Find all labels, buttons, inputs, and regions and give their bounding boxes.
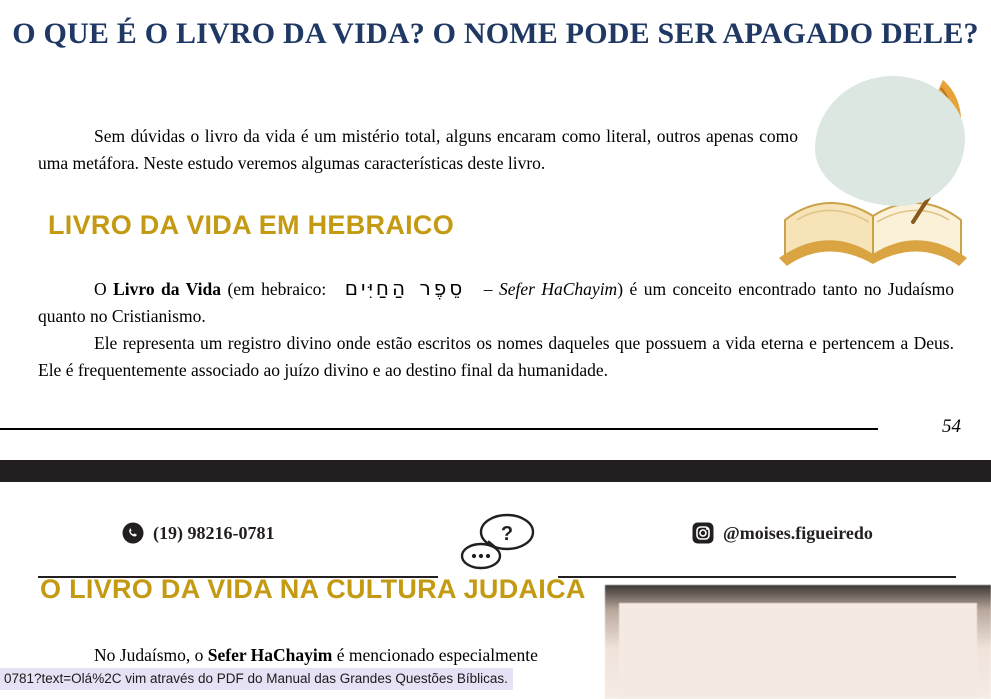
paragraph-judaismo: [38, 642, 598, 669]
open-book-with-quill-illustration: [773, 70, 983, 270]
paragraph-registro-divino: Ele representa um registro divino onde estão escritos os nomes daqueles que possuem a vida eterna e pertencem a Deus. Ele é frequentemente associado ao juízo divino e ao destino final da humanidade.: [38, 333, 954, 380]
intro-paragraph: Sem dúvidas o livro da vida é um mistério total, alguns encaram como literal, outros apenas como uma metáfora. Neste estudo veremos algumas características deste livro.: [38, 126, 798, 173]
instagram-icon: [692, 522, 714, 544]
document-page-two: [0, 482, 991, 699]
speech-bubbles-question-logo: [455, 511, 541, 573]
contact-instagram-label: @moises.figueiredo: [723, 522, 873, 543]
para1-mid: (em hebraico:: [221, 279, 333, 299]
svg-text:?: ?: [500, 523, 514, 545]
hebrew-text: סֵפֶר הַחַיִּים: [344, 276, 466, 300]
contact-phone[interactable]: [122, 522, 274, 544]
contact-rule-right: [558, 576, 956, 578]
footer-rule: [0, 428, 878, 430]
para2-lead: No Judaísmo, o: [94, 645, 208, 665]
page-number: 54: [942, 416, 961, 437]
blurred-photo-placeholder: [605, 585, 991, 699]
para1-tail: ) é um conceito encontrado tanto no Judaísmo quanto no Cristianismo.: [38, 279, 954, 326]
body-text-block: [38, 275, 954, 384]
page-title: O QUE É O LIVRO DA VIDA? O NOME PODE SER APAGADO DELE?: [12, 17, 979, 50]
para1-bold-term: Livro da Vida: [113, 279, 222, 299]
para2-tail: é mencionado especialmente: [332, 645, 538, 665]
paragraph-livro-da-vida: [38, 275, 954, 330]
para1-italic-term: Sefer HaChayim: [498, 279, 618, 299]
contact-instagram[interactable]: [692, 522, 873, 544]
para2-bold-term: Sefer HaChayim: [207, 645, 333, 665]
section-heading-cultura-judaica: O LIVRO DA VIDA NA CULTURA JUDAICA: [40, 574, 586, 604]
page-separator-band: [0, 460, 991, 482]
link-status-tooltip: 0781?text=Olá%2C vim através do PDF do Manual das Grandes Questões Bíblicas.: [0, 668, 513, 690]
whatsapp-icon: [122, 522, 144, 544]
speech-bubbles-svg: [455, 511, 541, 573]
photo-inner-area: [619, 603, 977, 699]
contact-header: [0, 510, 991, 572]
para1-lead: O: [94, 279, 114, 299]
section-heading-hebraico: LIVRO DA VIDA EM HEBRAICO: [48, 210, 455, 240]
para1-dash: –: [477, 279, 499, 299]
contact-phone-label: (19) 98216-0781: [153, 522, 275, 543]
